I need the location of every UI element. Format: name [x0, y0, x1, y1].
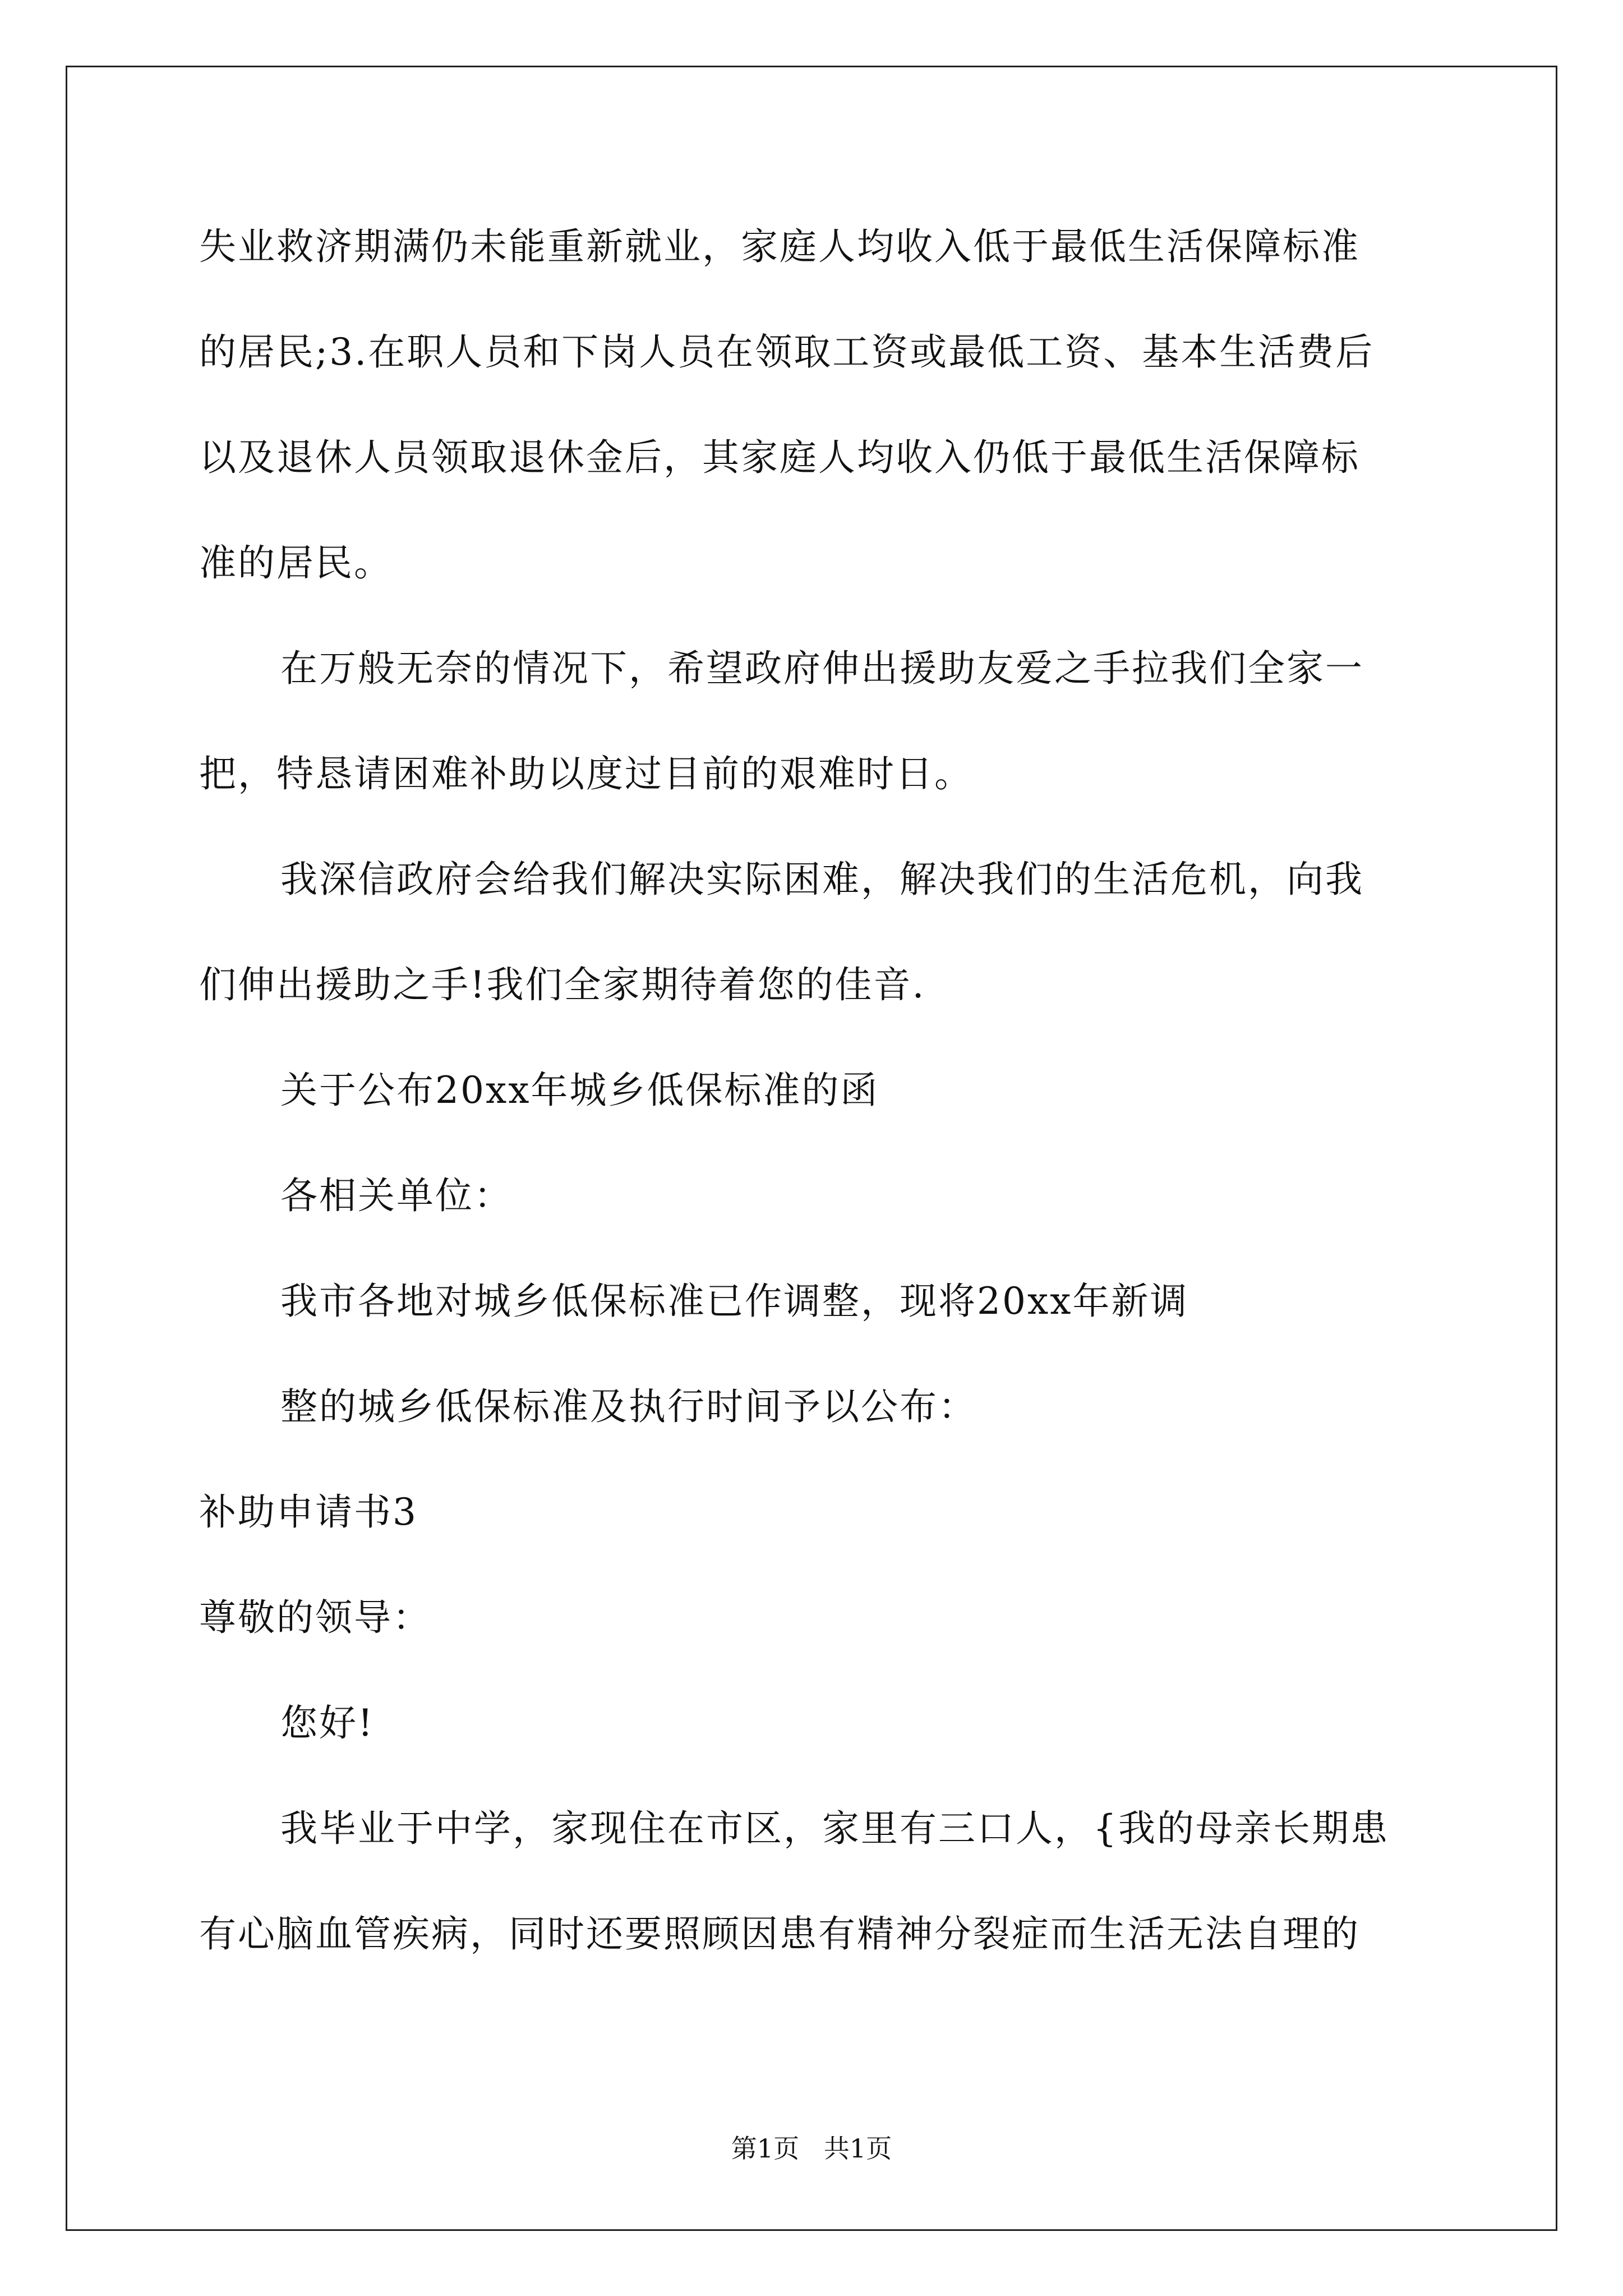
body-line-8: 们伸出援助之手!我们全家期待着您的佳音.	[199, 963, 926, 1006]
body-line-16: 我毕业于中学，家现住在市区，家里有三口人，{我的母亲长期患	[280, 1807, 1389, 1850]
body-line-3: 以及退休人员领取退休金后，其家庭人均收入仍低于最低生活保障标	[199, 436, 1360, 479]
page-number-footer: 第1页 共1页	[731, 2133, 892, 2164]
salutation-units: 各相关单位：	[280, 1174, 513, 1217]
body-line-1: 失业救济期满仍未能重新就业，家庭人均收入低于最低生活保障标准	[199, 225, 1360, 268]
body-line-5: 在万般无奈的情况下，希望政府伸出援助友爱之手拉我们全家一	[280, 647, 1364, 690]
greeting: 您好!	[280, 1701, 375, 1745]
page-border	[66, 66, 1557, 2231]
body-line-4: 准的居民。	[199, 541, 393, 585]
salutation-leader: 尊敬的领导：	[199, 1596, 431, 1639]
letter-title: 关于公布20xx年城乡低保标准的函	[280, 1069, 879, 1112]
body-line-17: 有心脑血管疾病，同时还要照顾因患有精神分裂症而生活无法自理的	[199, 1912, 1360, 1955]
body-line-2: 的居民;3.在职人员和下岗人员在领取工资或最低工资、基本生活费后	[199, 330, 1375, 374]
body-line-12: 整的城乡低保标准及执行时间予以公布：	[280, 1385, 977, 1428]
body-line-6: 把，特恳请困难补助以度过目前的艰难时日。	[199, 752, 973, 795]
body-line-7: 我深信政府会给我们解决实际困难，解决我们的生活危机，向我	[280, 858, 1364, 901]
body-line-11: 我市各地对城乡低保标准已作调整，现将20xx年新调	[280, 1280, 1189, 1323]
section-heading: 补助申请书3	[199, 1490, 418, 1534]
